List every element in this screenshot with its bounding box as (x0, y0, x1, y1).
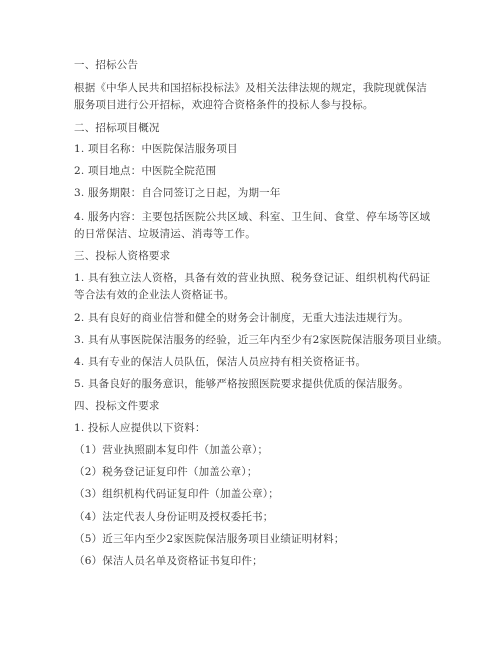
section-heading-bid-documents: 四、投标文件要求 (74, 400, 160, 412)
list-item-document-3: （3）组织机构代码证复印件（加盖公章）； (74, 488, 279, 500)
list-item-document-4: （4）法定代表人身份证明及授权委托书； (74, 511, 274, 523)
list-item-service-content: 4. 服务内容：主要包括医院公共区域、科室、卫生间、食堂、停车场等区域的日常保洁、垃圾清运、消毒等工作。 (74, 211, 431, 240)
section-heading-announcement: 一、招标公告 (74, 59, 139, 71)
list-item-project-location: 2. 项目地点：中医院全院范围 (74, 165, 217, 177)
section-heading-bidder-qualifications: 三、投标人资格要求 (74, 250, 171, 262)
list-item-document-1: （1）营业执照副本复印件（加盖公章）； (74, 444, 269, 456)
list-item-qualification-2: 2. 具有良好的商业信誉和健全的财务会计制度，无重大违法违规行为。 (74, 312, 409, 324)
section-heading-project-overview: 二、招标项目概况 (74, 122, 160, 134)
announcement-paragraph: 根据《中华人民共和国招标投标法》及相关法律法规的规定，我院现就保洁服务项目进行公开招标，欢迎符合资格条件的投标人参与投标。 (74, 82, 428, 111)
list-item-qualification-5: 5. 具备良好的服务意识，能够严格按照医院要求提供优质的保洁服务。 (74, 378, 409, 390)
list-item-qualification-3: 3. 具有从事医院保洁服务的经验，近三年内至少有2家医院保洁服务项目业绩。 (74, 334, 448, 346)
list-item-qualification-4: 4. 具有专业的保洁人员队伍，保洁人员应持有相关资格证书。 (74, 356, 367, 368)
list-item-document-6: （6）保洁人员名单及资格证书复印件； (74, 555, 263, 567)
list-item-service-period: 3. 服务期限：自合同签订之日起，为期一年 (74, 187, 281, 199)
list-item-qualification-1: 1. 具有独立法人资格，具备有效的营业执照、税务登记证、组织机构代码证等合法有效的企业法人资格证书。 (74, 272, 431, 301)
list-item-documents-intro: 1. 投标人应提供以下资料： (74, 422, 206, 434)
list-item-document-5: （5）近三年内至少2家医院保洁服务项目业绩证明材料； (74, 533, 345, 545)
list-item-project-name: 1. 项目名称：中医院保洁服务项目 (74, 143, 238, 155)
list-item-document-2: （2）税务登记证复印件（加盖公章）； (74, 466, 258, 478)
